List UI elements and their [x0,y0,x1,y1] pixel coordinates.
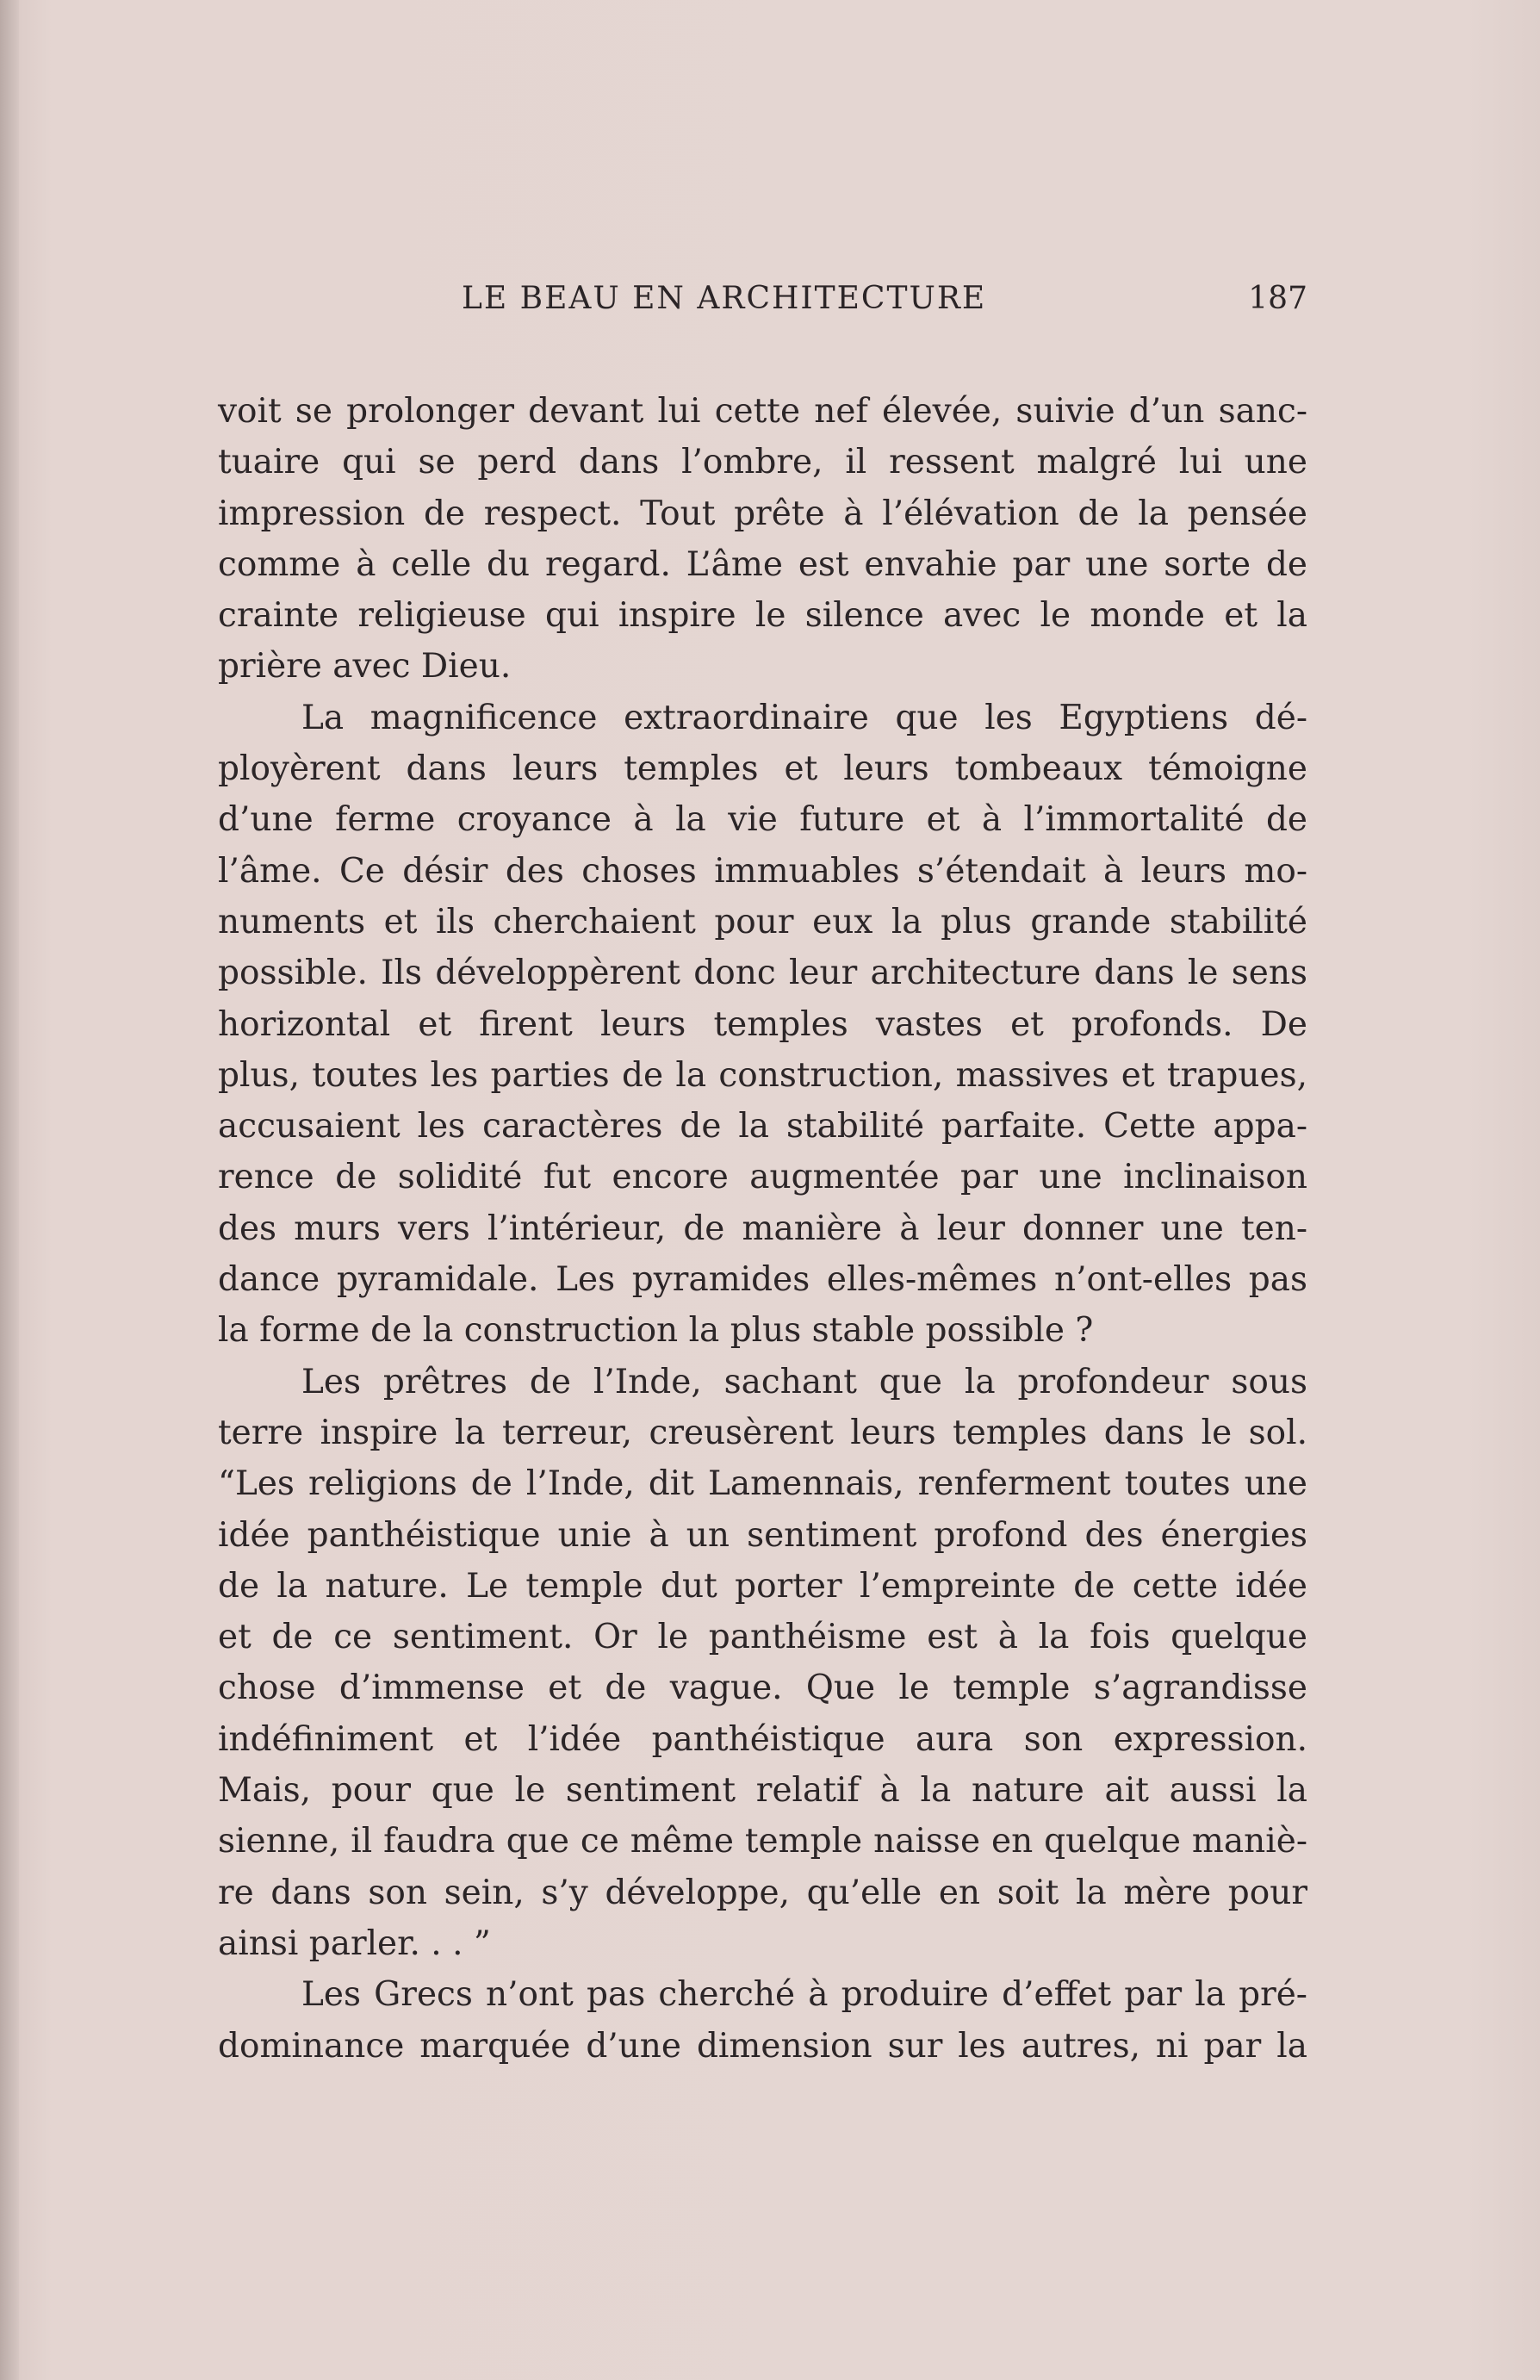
text-line: “Les religions de l’Inde, dit Lamennais, renferment toutes une [218,1464,1307,1504]
text-line: l’âme. Ce désir des choses immuables s’étendait à leurs mo- [218,851,1307,891]
text-line: possible. Ils développèrent donc leur architecture dans le sens [218,954,1307,993]
body-text [218,386,1307,2072]
text-line: rence de solidité fut encore augmentée par une inclinaison [218,1158,1307,1197]
text-line: dominance marquée d’une dimension sur les autres, ni par la [218,2026,1307,2066]
text-line: horizontal et firent leurs temples vastes et profonds. De [218,1004,1307,1044]
text-line: la forme de la construction la plus stable possible ? [218,1311,1094,1351]
text-line: sienne, il faudra que ce même temple naisse en quelque maniè- [218,1822,1307,1861]
text-line: voit se prolonger devant lui cette nef élevée, suivie d’un sanc- [218,392,1307,431]
text-line: impression de respect. Tout prête à l’élévation de la pensée [218,494,1307,533]
page-header [218,281,1307,324]
text-line: Les prêtres de l’Inde, sachant que la profondeur sous [301,1362,1307,1401]
text-line: ployèrent dans leurs temples et leurs tombeaux témoigne [218,749,1307,789]
text-line: et de ce sentiment. Or le panthéisme est à la fois quelque [218,1618,1307,1657]
text-line: dance pyramidale. Les pyramides elles-mêmes n’ont-elles pas [218,1260,1307,1300]
page-number: 187 [1248,281,1307,316]
text-line: accusaient les caractères de la stabilité parfaite. Cette appa- [218,1107,1307,1147]
text-line: plus, toutes les parties de la construction, massives et trapues, [218,1055,1307,1095]
text-line: re dans son sein, s’y développe, qu’elle en soit la mère pour [218,1873,1307,1912]
text-line: prière avec Dieu. [218,647,512,687]
text-line: indéfiniment et l’idée panthéistique aura son expression. [218,1719,1307,1759]
text-line: terre inspire la terreur, creusèrent leurs temples dans le sol. [218,1413,1307,1452]
page-gutter-edge [0,0,19,2380]
text-line: chose d’immense et de vague. Que le temple s’agrandisse [218,1668,1307,1708]
text-line: Les Grecs n’ont pas cherché à produire d’effet par la pré- [301,1975,1307,2015]
text-line: Mais, pour que le sentiment relatif à la nature ait aussi la [218,1771,1307,1811]
text-line: crainte religieuse qui inspire le silence avec le monde et la [218,596,1307,636]
text-line: d’une ferme croyance à la vie future et à l’immortalité de [218,800,1307,840]
text-line: numents et ils cherchaient pour eux la plus grande stabilité [218,902,1307,941]
text-line: des murs vers l’intérieur, de manière à leur donner une ten- [218,1209,1307,1248]
text-line: tuaire qui se perd dans l’ombre, il ressent malgré lui une [218,443,1307,482]
running-title: LE BEAU EN ARCHITECTURE [462,281,987,316]
text-line: idée panthéistique unie à un sentiment profond des énergies [218,1515,1307,1555]
text-line: ainsi parler. . . ” [218,1923,491,1963]
text-line: de la nature. Le temple dut porter l’empreinte de cette idée [218,1566,1307,1606]
text-line: La magnificence extraordinaire que les Egyptiens dé- [301,698,1307,737]
text-line: comme à celle du regard. L’âme est envahie par une sorte de [218,544,1307,584]
